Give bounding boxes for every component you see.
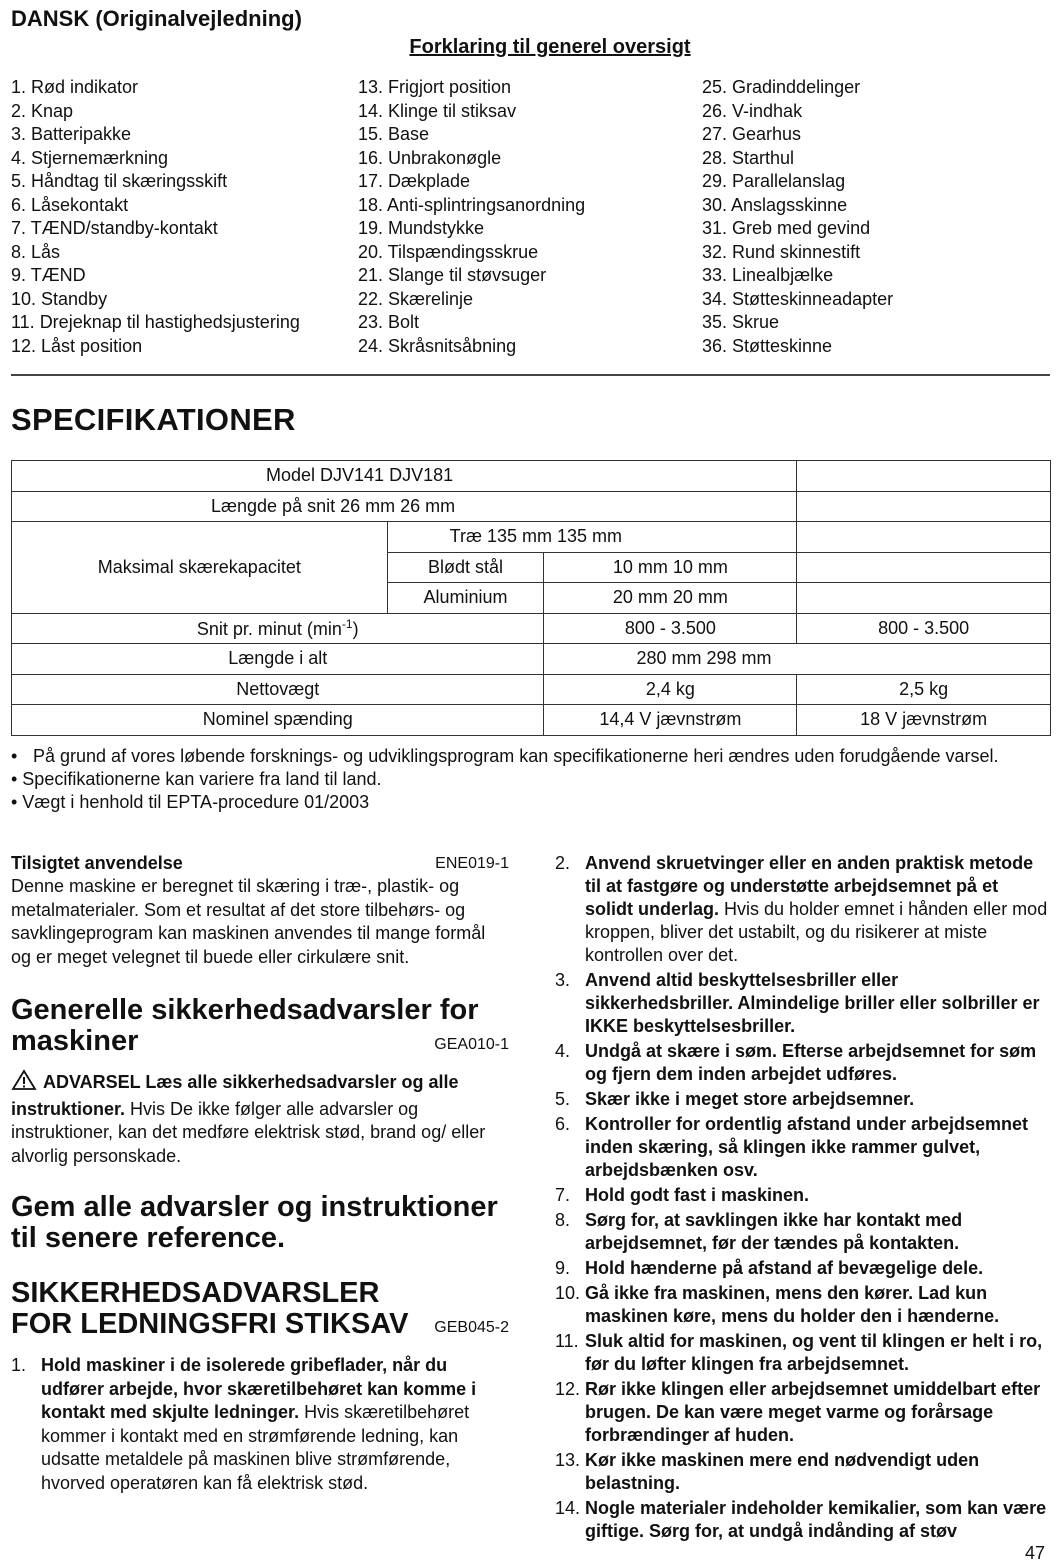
item-number: 4. <box>555 1041 571 1061</box>
table-row <box>12 705 1051 736</box>
item-number: 14. <box>555 1498 581 1518</box>
table-row <box>12 491 1051 522</box>
overview-item: 14. Klinge til stiksav <box>358 100 517 121</box>
list-item <box>555 1378 1050 1447</box>
item-bold: Hold godt fast i maskinen. <box>585 1185 810 1205</box>
item-number: 5. <box>555 1089 571 1109</box>
overview-item: 35. Skrue <box>702 312 780 332</box>
list-item <box>555 1257 1050 1280</box>
overview-item: 11. Drejeknap til hastighedsjustering <box>11 312 300 332</box>
table-cell <box>797 461 1051 492</box>
note-item: • Vægt i henhold til EPTA-procedure 01/2003 <box>11 792 370 812</box>
item-number: 11. <box>555 1331 579 1351</box>
overview-item: 26. V-indhak <box>702 100 803 121</box>
jigsaw-warnings-list-left <box>11 1354 509 1495</box>
overview-item: 1. Rød indikator <box>11 77 139 97</box>
overview-item: 15. Base <box>358 124 430 144</box>
table-cell: Nominel spænding <box>12 705 544 736</box>
save-instructions-title: Gem alle advarsler og instruktioner til senere reference. <box>11 1191 498 1254</box>
table-row <box>12 613 1051 644</box>
item-bold: Sørg for, at savklingen ikke har kontakt med arbejdsemnet, før der tændes på kontakten. <box>585 1210 963 1253</box>
table-cell: Aluminium <box>387 583 544 614</box>
jigsaw-warnings-code: GEB045-2 <box>434 1319 509 1336</box>
intended-use-code: ENE019-1 <box>435 855 509 872</box>
overview-item: 19. Mundstykke <box>358 218 485 238</box>
overview-item: 34. Støtteskinneadapter <box>702 288 894 309</box>
overview-item: 7. TÆND/standby-kontakt <box>11 218 218 238</box>
item-bold: Rør ikke klingen eller arbejdsemnet umiddelbart efter brugen. De kan være meget varme og forårsage forbrændinger af huden. <box>585 1379 1041 1445</box>
table-cell: 280 mm 298 mm <box>544 644 1051 675</box>
item-number: 7. <box>555 1185 571 1205</box>
list-item <box>555 1040 1050 1086</box>
item-bold: Sluk altid for maskinen, og vent til klingen er helt i ro, før du løfter klingen fra arbejdsemnet. <box>585 1331 1043 1374</box>
overview-item: 20. Tilspændingsskrue <box>358 241 539 262</box>
overview-item: 32. Rund skinnestift <box>702 241 861 262</box>
intended-use-text: Denne maskine er beregnet til skæring i træ-, plastik- og metalmaterialer. Som et resultat af det store tilbehørs- og savklingeprogram kan maskinen anvendes til mange formål og er meget velegnet til buede eller cirkulære snit. <box>11 876 486 967</box>
table-cell <box>797 491 1051 522</box>
list-item <box>555 1088 1050 1111</box>
table-row <box>12 522 1051 553</box>
item-number: 2. <box>555 853 571 873</box>
overview-item: 6. Låsekontakt <box>11 194 129 215</box>
warning-bold: ADVARSEL Læs alle sikkerhedsadvarsler og alle instruktioner. <box>11 1072 459 1119</box>
strokes-label-close: ) <box>352 618 359 639</box>
table-cell: 20 mm 20 mm <box>544 583 797 614</box>
warning-text: Hvis De ikke følger alle advarsler og instruktioner, kan det medføre elektrisk stød, brand og/ eller alvorlig personskade. <box>11 1098 486 1166</box>
jigsaw-warnings-list-right <box>555 852 1050 1543</box>
intended-use-title: Tilsigtet anvendelse <box>11 853 183 873</box>
note-item: • Specifikationerne kan variere fra land til land. <box>11 769 382 789</box>
item-bold: Hold hænderne på afstand af bevægelige dele. <box>585 1258 984 1278</box>
item-bold: Skær ikke i meget store arbejdsemner. <box>585 1089 915 1109</box>
table-cell <box>12 613 544 644</box>
item-number: 10. <box>555 1283 581 1303</box>
item-bold: Anvend skruetvinger eller en anden praktisk metode til at fastgøre og understøtte arbejdsemnet på et solidt underlag. <box>585 853 1034 919</box>
item-number: 3. <box>555 970 571 990</box>
overview-title: Forklaring til generel oversigt <box>409 36 691 58</box>
left-column <box>11 852 509 1495</box>
note-item: • På grund af vores løbende forsknings- og udviklingsprogram kan specifikationerne heri ændres uden forudgående varsel. <box>11 746 999 766</box>
table-cell: 2,4 kg <box>544 674 797 705</box>
bullet: • <box>11 746 18 766</box>
table-cell: Træ 135 mm 135 mm <box>387 522 797 553</box>
overview-item: 28. Starthul <box>702 147 795 168</box>
overview-item: 17. Dækplade <box>358 171 471 191</box>
item-number: 13. <box>555 1450 581 1470</box>
overview-item: 5. Håndtag til skæringsskift <box>11 171 228 191</box>
specifications-title: SPECIFIKATIONER <box>11 402 296 437</box>
list-item <box>11 1354 509 1495</box>
strokes-superscript: -1 <box>341 616 353 631</box>
item-number: 9. <box>555 1258 571 1278</box>
overview-item: 10. Standby <box>11 288 108 309</box>
overview-column-3 <box>702 76 893 358</box>
table-row <box>12 674 1051 705</box>
warning-paragraph <box>11 1069 509 1168</box>
overview-item: 27. Gearhus <box>702 124 802 144</box>
general-warnings-title: Generelle sikkerhedsadvarsler for maskiner <box>11 994 479 1057</box>
general-warnings-code: GEA010-1 <box>434 1036 509 1053</box>
list-item <box>555 1497 1050 1543</box>
item-text: Hvis du holder emnet i hånden eller mod kroppen, bliver det ustabilt, og du risikerer at miste kontrollen over det. <box>585 899 1048 965</box>
intended-use-header <box>11 852 509 875</box>
item-bold: Anvend altid beskyttelsesbriller eller sikkerhedsbriller. Almindelige briller eller solbriller er IKKE beskyttelsesbriller. <box>585 970 1040 1036</box>
table-cell: Nettovægt <box>12 674 544 705</box>
warning-triangle-icon <box>11 1069 37 1098</box>
overview-item: 18. Anti-splintringsanordning <box>358 194 586 215</box>
overview-item: 33. Linealbjælke <box>702 265 834 285</box>
section-divider <box>11 374 1050 376</box>
right-column <box>555 852 1050 1545</box>
list-item <box>555 1330 1050 1376</box>
overview-item: 2. Knap <box>11 100 74 121</box>
list-item <box>555 1184 1050 1207</box>
overview-item: 4. Stjernemærkning <box>11 147 169 168</box>
overview-item: 30. Anslagsskinne <box>702 194 848 215</box>
item-number: 12. <box>555 1379 581 1399</box>
overview-item: 24. Skråsnitsåbning <box>358 335 517 356</box>
table-cell: 18 V jævnstrøm <box>797 705 1051 736</box>
spec-notes <box>11 745 1041 814</box>
item-bold: Undgå at skære i søm. Efterse arbejdsemnet for søm og fjern dem inden arbejdet udføres. <box>585 1041 1037 1084</box>
overview-item: 25. Gradinddelinger <box>702 77 861 97</box>
list-item <box>555 1282 1050 1328</box>
item-bold: Gå ikke fra maskinen, mens den kører. Lad kun maskinen køre, mens du holder den i hænderne. <box>585 1283 1000 1326</box>
strokes-label: Snit pr. minut (min <box>196 618 342 639</box>
item-bold: Nogle materialer indeholder kemikalier, som kan være giftige. Sørg for, at undgå indånding af støv <box>585 1498 1047 1541</box>
table-cell <box>797 552 1051 583</box>
table-row <box>12 644 1051 675</box>
overview-item: 9. TÆND <box>11 265 86 285</box>
list-item <box>555 1449 1050 1495</box>
table-cell: Blødt stål <box>387 552 544 583</box>
overview-item: 13. Frigjort position <box>358 77 512 97</box>
overview-item: 23. Bolt <box>358 312 420 332</box>
table-cell: 800 - 3.500 <box>544 613 797 644</box>
table-cell: Længde på snit 26 mm 26 mm <box>12 491 797 522</box>
item-number: 6. <box>555 1114 571 1134</box>
table-cell: Maksimal skærekapacitet <box>12 522 388 614</box>
overview-item: 16. Unbrakonøgle <box>358 147 502 168</box>
table-cell: Model DJV141 DJV181 <box>12 461 797 492</box>
overview-item: 12. Låst position <box>11 335 143 356</box>
overview-item: 29. Parallelanslag <box>702 171 846 191</box>
table-cell <box>797 583 1051 614</box>
table-row <box>12 461 1051 492</box>
jigsaw-warnings-title: SIKKERHEDSADVARSLER FOR LEDNINGSFRI STIKSAV <box>11 1277 409 1340</box>
item-text: Hvis skæretilbehøret kommer i kontakt med en strømførende ledning, kan udsatte metaldele på maskinen blive strømførende, hvorved operatøren kan få elektrisk stød. <box>41 1402 470 1493</box>
overview-item: 8. Lås <box>11 241 61 262</box>
table-cell: 2,5 kg <box>797 674 1051 705</box>
table-cell: 10 mm 10 mm <box>544 552 797 583</box>
language-heading: DANSK (Originalvejledning) <box>11 6 302 31</box>
overview-item: 36. Støtteskinne <box>702 335 833 356</box>
item-bold: Kør ikke maskinen mere end nødvendigt uden belastning. <box>585 1450 980 1493</box>
overview-item: 3. Batteripakke <box>11 124 132 144</box>
overview-column-1 <box>11 76 300 358</box>
item-bold: Kontroller for ordentlig afstand under arbejdsemnet inden skæring, så klingen ikke rammer gulvet, arbejdsbænken osv. <box>585 1114 1029 1180</box>
table-cell: Længde i alt <box>12 644 544 675</box>
list-item <box>555 969 1050 1038</box>
overview-item: 31. Greb med gevind <box>702 218 871 238</box>
overview-column-2 <box>358 76 585 358</box>
item-number: 1. <box>11 1355 27 1375</box>
overview-item: 21. Slange til støvsuger <box>358 265 547 285</box>
list-item <box>555 852 1050 967</box>
page-number: 47 <box>1024 1543 1045 1563</box>
specifications-table <box>11 460 1051 736</box>
table-cell <box>797 522 1051 553</box>
list-item <box>555 1209 1050 1255</box>
list-item <box>555 1113 1050 1182</box>
overview-item: 22. Skærelinje <box>358 288 474 309</box>
table-cell: 14,4 V jævnstrøm <box>544 705 797 736</box>
item-bold: Hold maskiner i de isolerede gribeflader, når du udfører arbejde, hvor skæretilbehøret kan komme i kontakt med skjulte ledninger. <box>41 1355 477 1422</box>
item-number: 8. <box>555 1210 571 1230</box>
table-cell: 800 - 3.500 <box>797 613 1051 644</box>
